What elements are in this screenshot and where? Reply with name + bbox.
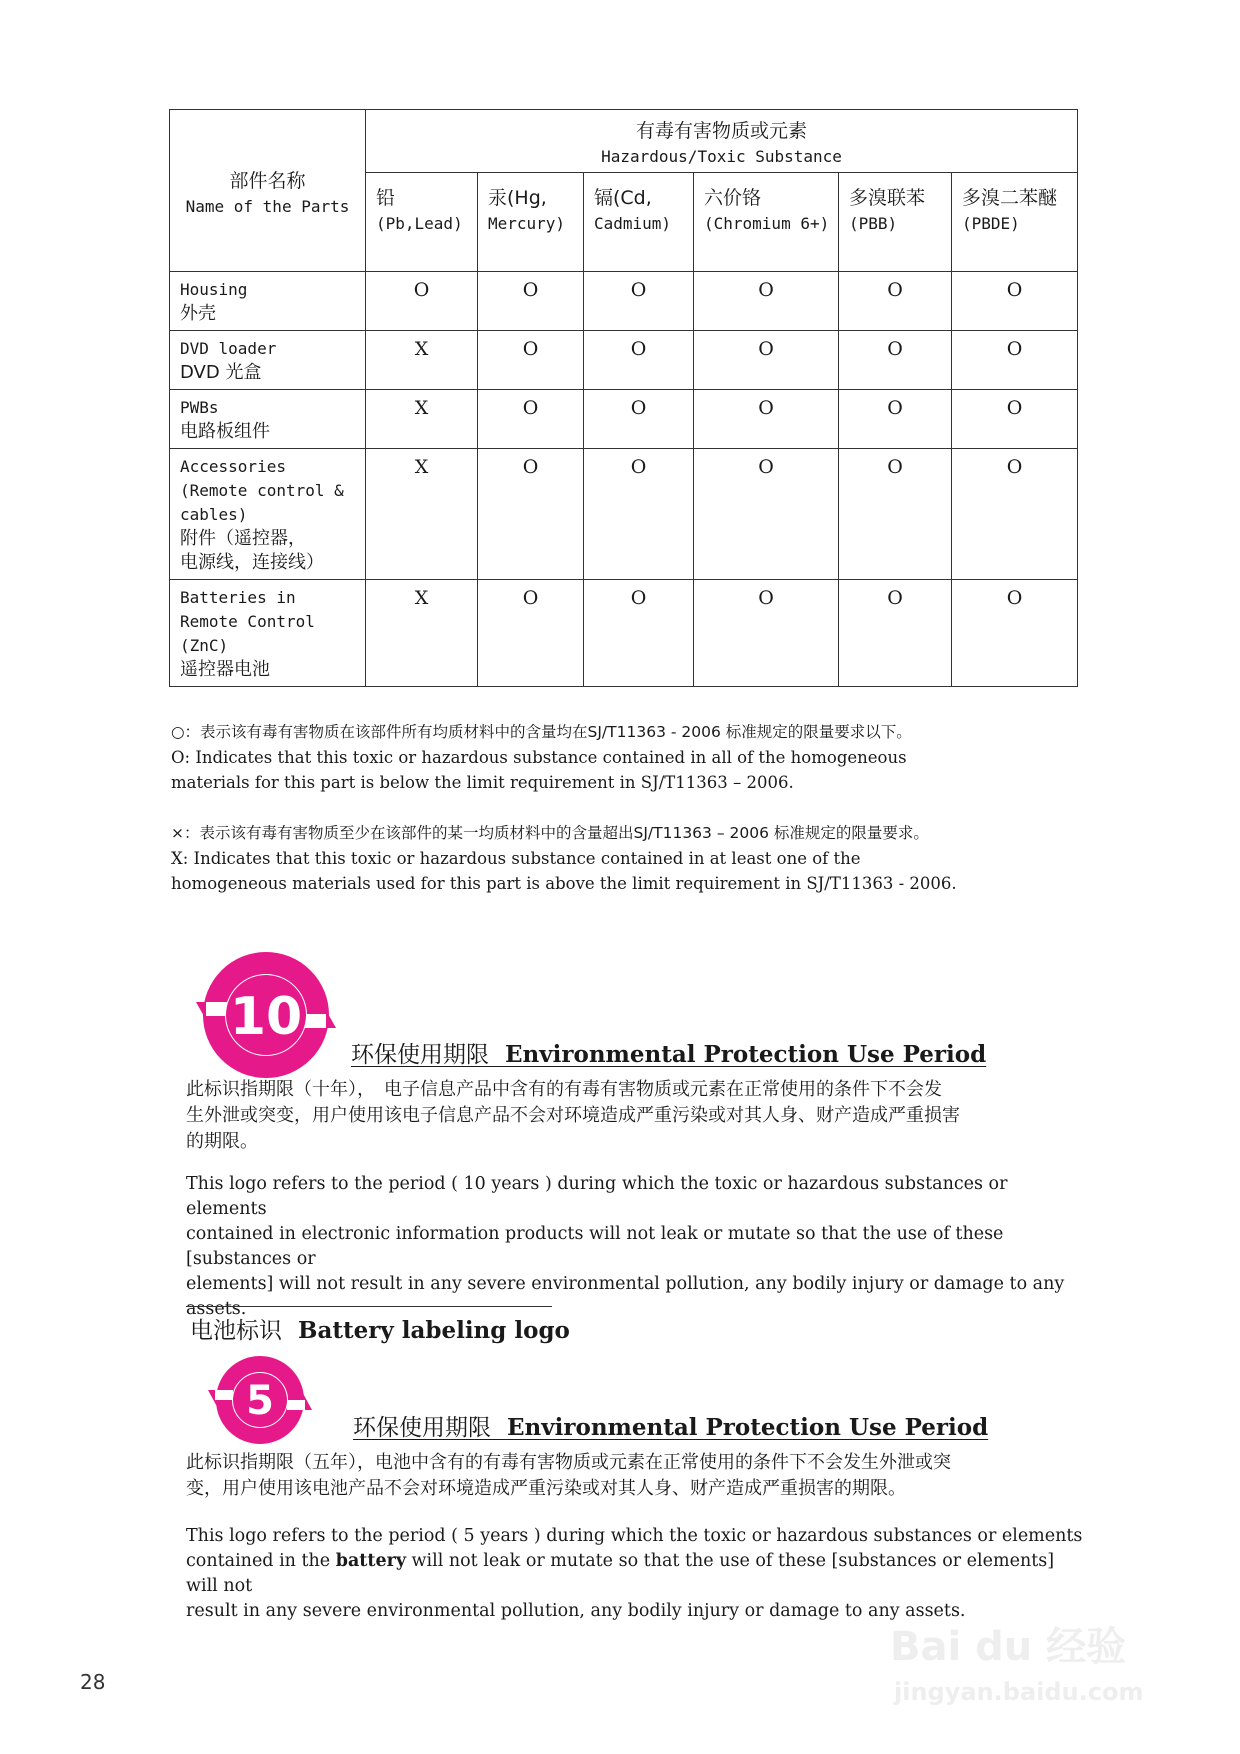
value-cell: O	[694, 449, 839, 580]
value-cell: O	[839, 272, 952, 331]
epup-5-number: 5	[246, 1378, 274, 1424]
baidu-watermark-icon	[880, 1570, 1180, 1720]
value-cell: O	[952, 449, 1078, 580]
part-name-en: PWBs	[180, 398, 219, 417]
value-cell: O	[952, 331, 1078, 390]
value-cell: X	[366, 331, 478, 390]
part-name-cell	[170, 449, 366, 580]
substance-header-lead	[366, 173, 478, 272]
o-note-en-line1: O: Indicates that this toxic or hazardous substance contained in all of the homogeneous	[171, 748, 907, 767]
o-note-zh: ○：表示该有毒有害物质在该部件所有均质材料中的含量均在SJ/T11363 - 2006 标准规定的限量要求以下。	[171, 723, 912, 741]
epup-10-desc-zh	[186, 1077, 1086, 1155]
text-line: contained in electronic information products will not leak or mutate so that the use of these [substances or	[186, 1224, 1004, 1269]
value-cell: O	[584, 580, 694, 687]
value-cell: X	[366, 580, 478, 687]
part-name-cell	[170, 272, 366, 331]
battery-label-heading	[190, 1312, 570, 1345]
watermark-url: jingyan.baidu.com	[894, 1678, 1144, 1706]
substance-header-pbde	[952, 173, 1078, 272]
part-name-en: Batteries in	[180, 588, 296, 607]
epup-10-number: 10	[229, 987, 303, 1047]
epup-5-title	[353, 1409, 988, 1442]
substance-en: (PBDE)	[962, 214, 1020, 233]
page-number: 28	[80, 1670, 106, 1694]
value-cell: O	[478, 580, 584, 687]
substance-en: Mercury)	[488, 214, 566, 233]
epup-5-logo-icon	[208, 1354, 312, 1446]
substance-en: (Chromium 6+)	[704, 214, 830, 233]
part-name-en: Accessories	[180, 457, 286, 476]
text-line: elements] will not result in any severe environmental pollution, any bodily injury or damage to any assets.	[186, 1274, 1065, 1319]
watermark-brand: Bai du 经验	[890, 1624, 1127, 1670]
x-symbol-note	[171, 821, 957, 896]
part-name-en: cables)	[180, 505, 248, 524]
value-cell: O	[952, 580, 1078, 687]
substance-header-chromium	[694, 173, 839, 272]
battery-label-en: Battery labeling logo	[298, 1317, 570, 1344]
substance-zh: 多溴二苯醚	[962, 187, 1058, 209]
text-emphasis: battery	[335, 1551, 406, 1571]
text-segment: will not leak or mutate so that the use of these [substances or elements] will not	[186, 1551, 1055, 1596]
table-row	[170, 331, 1078, 390]
value-cell: O	[839, 390, 952, 449]
x-note-en-line1: X: Indicates that this toxic or hazardous substance contained in at least one of the	[171, 849, 861, 868]
hazardous-substance-table	[169, 109, 1078, 687]
value-cell: O	[839, 580, 952, 687]
epup-5-title-en: Environmental Protection Use Period	[507, 1414, 989, 1441]
epup-10-logo-icon	[196, 950, 336, 1080]
value-cell: O	[694, 580, 839, 687]
parts-column-header	[170, 110, 366, 272]
epup-5-desc-zh	[186, 1450, 1086, 1502]
text-line: This logo refers to the period ( 5 years ) during which the toxic or hazardous substances or elements	[186, 1526, 1083, 1546]
value-cell: O	[478, 331, 584, 390]
text-line: result in any severe environmental pollution, any bodily injury or damage to any assets.	[186, 1601, 966, 1621]
value-cell: O	[584, 272, 694, 331]
value-cell: O	[478, 449, 584, 580]
text-line: 此标识指期限（十年）， 电子信息产品中含有的有毒有害物质或元素在正常使用的条件下不会发	[186, 1079, 942, 1100]
table-row	[170, 390, 1078, 449]
battery-label-zh: 电池标识	[190, 1318, 282, 1344]
text-line: 此标识指期限（五年），电池中含有的有毒有害物质或元素在正常使用的条件下不会发生外泄或突	[186, 1452, 951, 1473]
value-cell: O	[694, 390, 839, 449]
part-name-cell	[170, 390, 366, 449]
part-name-zh: DVD 光盒	[180, 362, 262, 383]
o-note-en-line2: materials for this part is below the limit requirement in SJ/T11363 – 2006.	[171, 773, 794, 792]
o-symbol-note	[171, 720, 912, 795]
substance-en: Cadmium)	[594, 214, 672, 233]
part-name-en: (Remote control &	[180, 481, 344, 500]
part-name-zh: 电路板组件	[180, 421, 270, 442]
parts-header-zh: 部件名称	[229, 169, 306, 192]
parts-header-en: Name of the Parts	[185, 196, 350, 216]
table-row	[170, 449, 1078, 580]
text-segment: contained in the	[186, 1551, 336, 1571]
value-cell: X	[366, 390, 478, 449]
epup-10-title	[351, 1036, 986, 1069]
substance-zh: 汞(Hg,	[488, 187, 547, 209]
value-cell: O	[952, 390, 1078, 449]
part-name-en: Housing	[180, 280, 248, 299]
part-name-en: (ZnC)	[180, 636, 229, 655]
text-line: This logo refers to the period ( 10 years ) during which the toxic or hazardous substances or elements	[186, 1174, 1008, 1219]
substance-header-pbb	[839, 173, 952, 272]
epup-10-desc-en	[186, 1172, 1086, 1322]
part-name-en: Remote Control	[180, 612, 315, 631]
substance-group-en: Hazardous/Toxic Substance	[601, 147, 842, 166]
x-note-zh: ×：表示该有毒有害物质至少在该部件的某一均质材料中的含量超出SJ/T11363 – 2006 标准规定的限量要求。	[171, 824, 929, 842]
substance-group-header	[366, 110, 1078, 173]
value-cell: O	[478, 272, 584, 331]
value-cell: O	[694, 331, 839, 390]
value-cell: O	[478, 390, 584, 449]
value-cell: O	[584, 331, 694, 390]
substance-en: (Pb,Lead)	[376, 214, 463, 233]
substance-header-mercury	[478, 173, 584, 272]
value-cell: O	[952, 272, 1078, 331]
battery-section-divider	[186, 1306, 552, 1307]
substance-group-zh: 有毒有害物质或元素	[636, 120, 808, 142]
part-name-zh: 电源线，连接线）	[180, 552, 324, 573]
value-cell: O	[839, 331, 952, 390]
value-cell: O	[584, 449, 694, 580]
value-cell: O	[584, 390, 694, 449]
table-row	[170, 580, 1078, 687]
part-name-cell	[170, 580, 366, 687]
substance-header-cadmium	[584, 173, 694, 272]
substance-zh: 铅	[376, 187, 396, 209]
value-cell: X	[366, 449, 478, 580]
substance-zh: 镉(Cd,	[594, 187, 652, 209]
substance-en: (PBB)	[849, 214, 898, 233]
part-name-zh: 外壳	[180, 303, 216, 324]
x-note-en-line2: homogeneous materials used for this part is above the limit requirement in SJ/T11363 - 2006.	[171, 874, 957, 893]
part-name-en: DVD loader	[180, 339, 277, 358]
value-cell: O	[839, 449, 952, 580]
epup-5-title-zh: 环保使用期限	[353, 1415, 491, 1441]
substance-zh: 多溴联苯	[849, 187, 926, 209]
epup-10-title-en: Environmental Protection Use Period	[505, 1041, 987, 1068]
value-cell: O	[694, 272, 839, 331]
text-line: 变，用户使用该电池产品不会对环境造成严重污染或对其人身、财产造成严重损害的期限。	[186, 1478, 906, 1499]
part-name-cell	[170, 331, 366, 390]
part-name-zh: 遥控器电池	[180, 659, 270, 680]
epup-10-title-zh: 环保使用期限	[351, 1042, 489, 1068]
value-cell: O	[366, 272, 478, 331]
part-name-zh: 附件（遥控器，	[180, 528, 306, 549]
text-line: 的期限。	[186, 1131, 258, 1152]
substance-zh: 六价铬	[704, 187, 762, 209]
text-line: 生外泄或突变，用户使用该电子信息产品不会对环境造成严重污染或对其人身、财产造成严重损害	[186, 1105, 960, 1126]
table-row	[170, 272, 1078, 331]
